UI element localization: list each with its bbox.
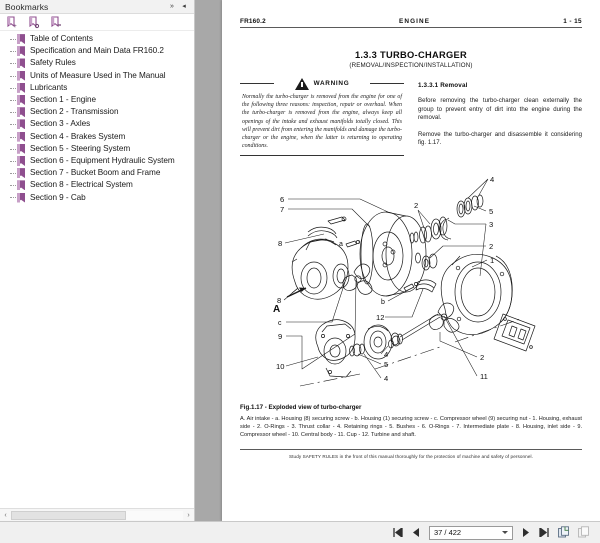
bookmark-item[interactable] [0,131,194,143]
right-column [418,82,582,156]
scroll-right-icon[interactable]: › [187,511,190,519]
callout-2-right: 2 [489,242,494,252]
bookmark-icon [17,71,25,81]
callout-1: 1 [490,256,495,266]
bookmarks-horizontal-scrollbar[interactable] [0,508,194,521]
callout-9: 9 [278,332,283,342]
bookmark-icon [17,168,25,178]
single-page-view-icon[interactable] [556,525,571,540]
scrollbar-track[interactable] [11,511,183,520]
figure-legend: A. Air intake - a. Housing (8) securing screw - b. Housing (1) securing screw - c. Compressor wheel (9) securing nut - 1. Housing, exhaust side - 2. O-Rings - 3. Thrust collar - 4. Retaining rings - 5. Bushes - 6. O-Rings - 7. Intermediate plate - 8. Housing, inlet side - 9. Compressor wheel - 10. Central body - 11. Cup - 12. Turbine and shaft. [240,416,582,438]
bookmark-item[interactable] [0,118,194,130]
next-page-button[interactable] [520,526,533,540]
figure-exploded-view [236,164,586,402]
two-column-body [236,82,586,156]
bookmarks-panel [0,0,195,521]
tree-connector [10,100,16,101]
bookmark-icon [17,58,25,68]
bookmark-label: Section 4 - Brakes System [30,131,126,141]
bookmark-item[interactable] [0,82,194,94]
bookmark-item[interactable] [0,70,194,82]
header-page-number: 1 - 15 [563,18,582,25]
bookmark-item[interactable] [0,45,194,57]
warning-rule-right [370,83,404,84]
callout-3: 3 [489,220,494,230]
warning-rule-left [240,83,274,84]
callout-8-top: 8 [278,239,283,249]
page-running-header [236,18,586,25]
collapse-panel-icon[interactable]: ◂ [182,2,186,10]
bookmark-icon [17,34,25,44]
callout-4-bl: 4 [384,374,389,384]
continuous-page-view-icon[interactable] [576,525,591,540]
page-subtitle: (REMOVAL/INSPECTION/INSTALLATION) [349,62,473,69]
bookmark-label: Table of Contents [30,34,93,44]
bookmark-item[interactable] [0,106,194,118]
page-title: 1.3.3 TURBO-CHARGER [354,50,468,60]
callout-12: 12 [376,313,385,323]
bookmark-icon [17,180,25,190]
svg-text:+: + [13,23,17,29]
callout-2-top: 2 [414,201,419,211]
bookmark-icon [17,193,25,203]
bottom-toolbar [0,521,600,543]
turbocharger-exploded-diagram [240,164,590,402]
bookmark-item[interactable] [0,179,194,191]
warning-label: WARNING [313,80,350,87]
bookmark-item[interactable] [0,155,194,167]
removal-paragraph-2: Remove the turbo-charger and disassemble it considering fig. 1.17. [418,130,582,147]
bookmark-label: Section 9 - Cab [30,192,86,202]
warning-header [240,75,404,92]
tree-connector [10,197,16,198]
page-number-input[interactable] [430,527,512,538]
tree-connector [10,124,16,125]
bookmark-item[interactable] [0,94,194,106]
tree-connector [10,137,16,138]
callout-a: a [339,241,343,249]
bookmark-label: Section 8 - Electrical System [30,180,133,190]
bookmarks-panel-header [0,0,194,14]
bookmark-icon [17,95,25,105]
tree-connector [10,88,16,89]
first-page-button[interactable] [391,526,404,540]
bookmark-item[interactable] [0,33,194,45]
header-model: FR160.2 [240,18,266,25]
callout-6: 6 [280,195,285,205]
bookmark-item[interactable] [0,167,194,179]
tree-connector [10,173,16,174]
warning-box [240,82,404,156]
scrollbar-thumb[interactable] [11,511,126,520]
page-footer-note: Study SAFETY RULES in the front of this manual thoroughly for the protection of machine and safety of personnel. [289,454,533,460]
chevron-down-icon[interactable] [502,531,508,534]
document-viewer[interactable] [195,0,600,521]
bookmark-label: Section 7 - Bucket Boom and Frame [30,168,161,178]
tree-connector [10,149,16,150]
scroll-left-icon[interactable]: ‹ [4,511,7,519]
delete-bookmark-icon[interactable] [50,16,62,29]
figure-caption: Fig.1.17 - Exploded view of turbo-charger [240,404,362,412]
bookmark-icon [17,144,25,154]
bookmark-label: Lubricants [30,82,68,92]
callout-c: c [278,320,282,328]
bookmark-label: Section 5 - Steering System [30,143,131,153]
tree-connector [10,112,16,113]
callout-5-b: 5 [384,360,389,370]
pdf-page [222,0,600,521]
warning-triangle-icon [295,78,309,90]
bookmark-icon [17,119,25,129]
bookmark-label: Safety Rules [30,58,76,68]
callout-5-tr: 5 [489,207,494,217]
removal-heading: 1.3.3.1 Removal [418,82,468,89]
footer-divider [240,449,582,450]
bookmark-item[interactable] [0,57,194,69]
bookmarks-panel-title: Bookmarks [5,1,49,12]
header-divider [240,27,582,28]
bookmark-icon [17,107,25,117]
bookmark-label: Section 6 - Equipment Hydraulic System [30,155,175,165]
callout-10: 10 [276,362,285,372]
bookmarks-tree[interactable] [0,31,194,508]
callout-8-bottom: 8 [277,296,282,306]
expand-all-icon[interactable]: » [170,2,174,10]
removal-paragraph-1: Before removing the turbo-charger clean externally the group to prevent entry of dirt into the engine during the removal. [418,97,582,122]
callout-4-tr: 4 [490,175,495,185]
page-number-combo[interactable] [429,526,513,540]
bookmark-label: Units of Measure Used in The Manual [30,70,166,80]
callout-b: b [381,299,385,307]
previous-page-button[interactable] [409,526,422,540]
bookmark-label: Specification and Main Data FR160.2 [30,46,164,56]
callout-4-b: 4 [384,350,389,360]
callout-7: 7 [280,205,285,215]
warning-text: Normally the turbo-charger is removed from the engine for one of the following three reasons: inspection, repair or overhaul. When the turbo-charger is removed from the engine, always keep all openings of the intake and exhaust manifolds totally closed. This will prevent dirt from entering the manifolds and damage the turbo-charger or the engine, when the latter is returning to operating conditions. [242,94,402,150]
tree-connector [10,76,16,77]
bookmark-item[interactable] [0,143,194,155]
callout-2-bottom: 2 [480,353,485,363]
left-column [240,82,404,156]
tree-connector [10,51,16,52]
bookmark-icon [17,83,25,93]
header-section: ENGINE [399,18,431,25]
bookmark-label: Section 2 - Transmission [30,107,119,117]
callout-A: A [273,304,281,316]
tree-connector [10,185,16,186]
bookmark-icon [17,132,25,142]
tree-connector [10,63,16,64]
bookmark-options-icon[interactable] [28,16,40,29]
bookmarks-toolbar [0,14,194,31]
tree-connector [10,161,16,162]
new-bookmark-icon[interactable] [6,16,18,29]
bookmark-label: Section 3 - Axles [30,119,91,129]
tree-connector [10,39,16,40]
last-page-button[interactable] [538,526,551,540]
bookmark-icon [17,156,25,166]
bookmark-item[interactable] [0,191,194,203]
callout-11: 11 [480,372,488,382]
bookmark-icon [17,46,25,56]
bookmark-label: Section 1 - Engine [30,95,97,105]
